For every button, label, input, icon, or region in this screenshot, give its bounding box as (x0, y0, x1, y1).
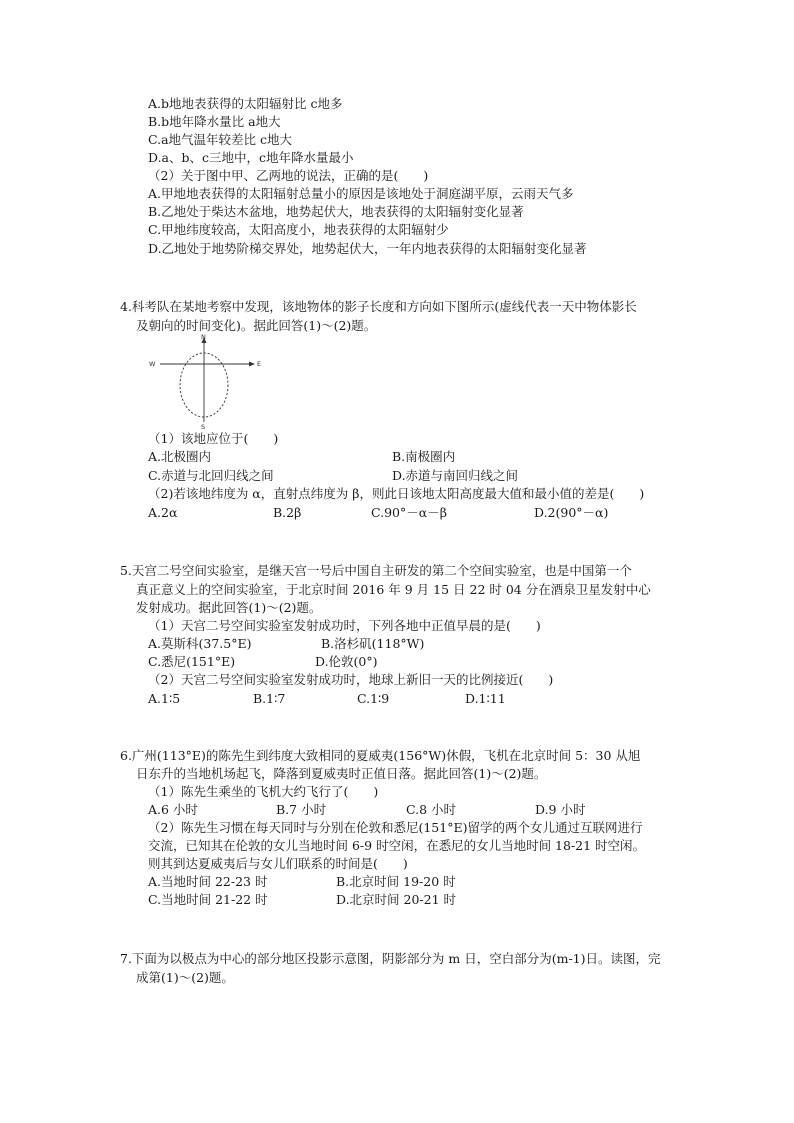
q4-sub2-option-b: B.2β (273, 505, 302, 520)
q5-sub1-option-a: A.莫斯科(37.5°E) (148, 636, 252, 651)
west-east-axis (160, 362, 255, 367)
q4-sub1-option-b: B.南极圈内 (392, 449, 456, 464)
q6-stem-line2: 日东升的当地机场起飞，降落到夏威夷时正值日落。据此回答(1)～(2)题。 (136, 766, 547, 781)
q5-stem-line2: 真正意义上的空间实验室，于北京时间 2016 年 9 月 15 日 22 时 04 分在酒泉卫星发射中心 (136, 582, 651, 597)
q6-sub2-stem-line2: 交流，已知其在伦敦的女儿当地时间 6-9 时空闲，在悉尼的女儿当地时间 18-21 时空闲。 (148, 838, 646, 853)
q4-sub2-option-d: D.2(90°－α) (534, 505, 609, 520)
q4-sub1-stem: （1）该地应位于( ) (148, 431, 279, 446)
q5-sub1-option-c: C.悉尼(151°E) (148, 654, 236, 669)
q3-sub2-stem: （2）关于图中甲、乙两地的说法，正确的是( ) (148, 168, 429, 183)
q3-option-c: C.a地气温年较差比 c地大 (148, 132, 293, 147)
q6-stem-line1: 6.广州(113°E)的陈先生到纬度大致相同的夏威夷(156°W)休假，飞机在北京时间 5：30 从旭 (120, 748, 641, 763)
q5-sub2-option-b: B.1∶7 (253, 691, 286, 706)
q4-sub1-option-d: D.赤道与南回归线之间 (392, 468, 519, 483)
q6-sub1-stem: （1）陈先生乘坐的飞机大约飞行了( ) (148, 784, 379, 799)
q7-stem-line1: 7.下面为以极点为中心的部分地区投影示意图，阴影部分为 m 日，空白部分为(m-1)日。读图，完 (120, 951, 661, 966)
q6-sub2-stem-line1: （2）陈先生习惯在每天同时与分别在伦敦和悉尼(151°E)留学的两个女儿通过互联网进行 (148, 820, 643, 835)
q5-sub1-option-d: D.伦敦(0°) (315, 654, 378, 669)
q3-sub2-option-c: C.甲地纬度较高，太阳高度小，地表获得的太阳辐射少 (148, 222, 449, 237)
q5-sub2-option-a: A.1∶5 (148, 691, 181, 706)
q3-option-a: A.b地地表获得的太阳辐射比 c地多 (148, 96, 343, 111)
q6-sub2-option-b: B.北京时间 19-20 时 (336, 874, 456, 889)
q4-stem-line2: 及朝向的时间变化)。据此回答(1)～(2)题。 (136, 318, 377, 333)
q3-option-d: D.a、b、c三地中，c地年降水量最小 (148, 150, 354, 165)
q6-sub2-option-d: D.北京时间 20-21 时 (336, 892, 457, 907)
q6-sub2-stem-line3: 则其到达夏威夷后与女儿们联系的时间是( ) (148, 856, 408, 871)
q3-sub2-option-d: D.乙地处于地势阶梯交界处，地势起伏大，一年内地表获得的太阳辐射变化显著 (148, 241, 587, 256)
q5-sub2-option-d: D.1∶11 (465, 691, 506, 706)
q4-sub2-option-c: C.90°－α－β (371, 505, 447, 520)
q5-sub2-option-c: C.1∶9 (357, 691, 390, 706)
north-label: N (201, 333, 206, 341)
q4-sub2-stem: （2)若该地纬度为 α，直射点纬度为 β，则此日该地太阳高度最大值和最小值的差是( ) (148, 486, 645, 501)
q6-sub1-option-b: B.7 小时 (276, 802, 327, 817)
q6-sub1-option-a: A.6 小时 (148, 802, 198, 817)
q3-sub2-option-a: A.甲地地表获得的太阳辐射总量小的原因是该地处于洞庭湖平原，云雨天气多 (148, 186, 574, 201)
q6-sub1-option-c: C.8 小时 (406, 802, 457, 817)
q5-sub2-stem: （2）天宫二号空间实验室发射成功时，地球上新旧一天的比例接近( ) (148, 672, 554, 687)
q7-stem-line2: 成第(1)～(2)题。 (136, 970, 234, 985)
q3-sub2-option-b: B.乙地处于柴达木盆地，地势起伏大，地表获得的太阳辐射变化显著 (148, 204, 524, 219)
q4-sub1-option-a: A.北极圈内 (148, 449, 212, 464)
shadow-direction-diagram (140, 330, 270, 430)
q5-stem-line3: 发射成功。据此回答(1)～(2)题。 (136, 600, 322, 615)
q5-stem-line1: 5.天宫二号空间实验室，是继天宫一号后中国自主研发的第二个空间实验室，也是中国第一个 (120, 563, 632, 578)
south-label: S (201, 423, 206, 430)
q6-sub2-option-a: A.当地时间 22-23 时 (148, 874, 268, 889)
q5-sub1-stem: （1）天宫二号空间实验室发射成功时，下列各地中正值早晨的是( ) (148, 618, 541, 633)
q6-sub1-option-d: D.9 小时 (535, 802, 586, 817)
east-label: E (257, 360, 262, 368)
q4-stem-line1: 4.科考队在某地考察中发现，该地物体的影子长度和方向如下图所示(虚线代表一天中物体影长 (120, 299, 637, 314)
q4-sub2-option-a: A.2α (148, 505, 178, 520)
west-label: W (149, 360, 156, 368)
q6-sub2-option-c: C.当地时间 21-22 时 (148, 892, 268, 907)
q3-option-b: B.b地年降水量比 a地大 (148, 114, 281, 129)
q5-sub1-option-b: B.洛杉矶(118°W) (321, 636, 425, 651)
north-south-axis (202, 337, 207, 422)
q4-sub1-option-c: C.赤道与北回归线之间 (148, 468, 274, 483)
